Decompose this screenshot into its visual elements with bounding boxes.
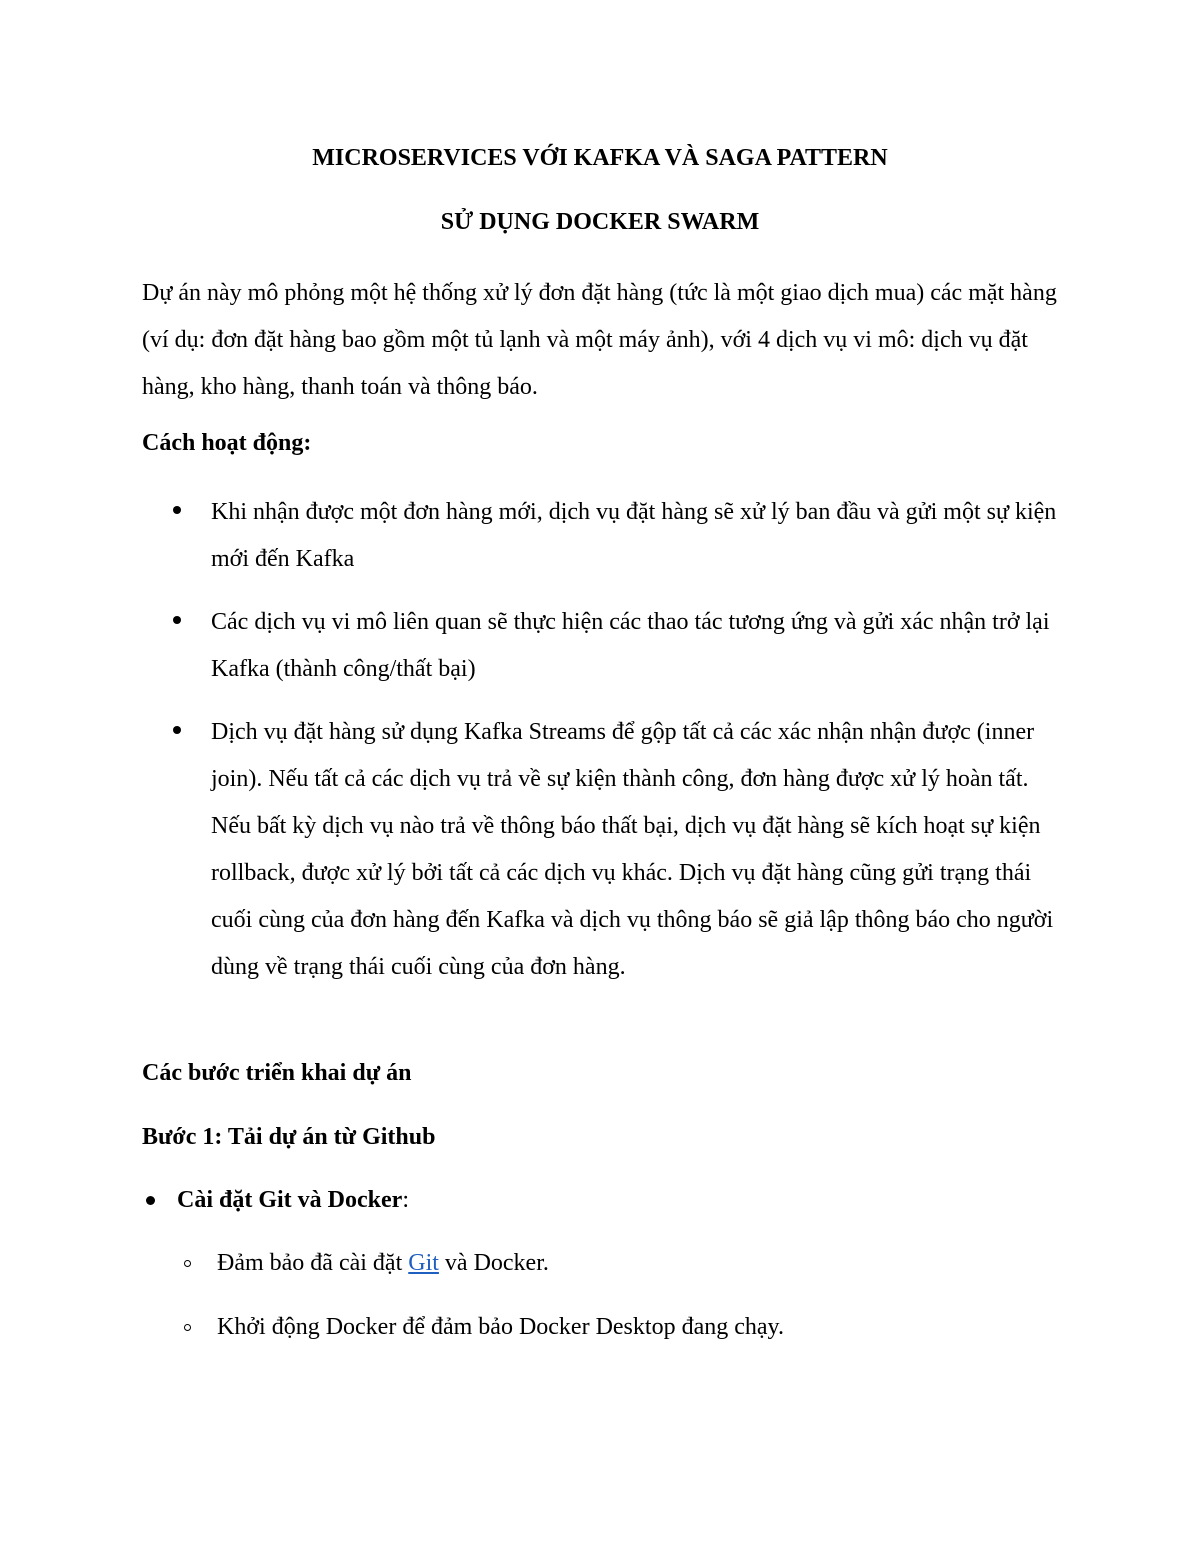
- list-item-text: Khi nhận được một đơn hàng mới, dịch vụ đặt hàng sẽ xử lý ban đầu và gửi một sự kiện mới đến Kafka: [211, 499, 1057, 572]
- how-it-works-list: [0, 489, 1200, 1007]
- intro-paragraph: Dự án này mô phỏng một hệ thống xử lý đơn đặt hàng (tức là một giao dịch mua) các mặt hàng (ví dụ: đơn đặt hàng bao gồm một tủ lạnh và một máy ảnh), với 4 dịch vụ vi mô: dịch vụ đặt hàng, kho hàng, thanh toán và thông báo.: [142, 280, 1057, 400]
- hollow-bullet-icon: [184, 1324, 191, 1331]
- list-item-text: Dịch vụ đặt hàng sử dụng Kafka Streams để gộp tất cả các xác nhận nhận được (inner join). Nếu tất cả các dịch vụ trả về sự kiện thành công, đơn hàng được xử lý hoàn tất. Nếu bất kỳ dịch vụ nào trả về thông báo thất bại, dịch vụ đặt hàng sẽ kích hoạt sự kiện rollback, được xử lý bởi tất cả các dịch vụ khác. Dịch vụ đặt hàng cũng gửi trạng thái cuối cùng của đơn hàng đến Kafka và dịch vụ thông báo sẽ giả lập thông báo cho người dùng về trạng thái cuối cùng của đơn hàng.: [211, 719, 1054, 980]
- deployment-steps-heading: Các bước triển khai dự án: [142, 1060, 412, 1086]
- install-bullet-colon: :: [402, 1187, 409, 1213]
- document-subtitle: SỬ DỤNG DOCKER SWARM: [440, 209, 760, 235]
- list-item: [0, 599, 1071, 693]
- hollow-bullet-icon: [184, 1260, 191, 1267]
- bullet-icon: [146, 1196, 155, 1205]
- list-item-text: Các dịch vụ vi mô liên quan sẽ thực hiện các thao tác tương ứng và gửi xác nhận trở lại Kafka (thành công/thất bại): [211, 609, 1050, 682]
- sub-item-prefix: Đảm bảo đã cài đặt: [217, 1250, 409, 1276]
- sub-item-text: Khởi động Docker để đảm bảo Docker Desktop đang chạy.: [217, 1314, 784, 1340]
- bullet-icon: [173, 506, 181, 514]
- list-item: [0, 489, 1071, 583]
- sub-item-suffix: và Docker.: [438, 1250, 549, 1276]
- install-bullet-label: Cài đặt Git và Docker: [177, 1187, 403, 1213]
- document-title: MICROSERVICES VỚI KAFKA VÀ SAGA PATTERN: [312, 145, 888, 171]
- list-item: [0, 709, 1071, 991]
- bullet-icon: [173, 616, 181, 624]
- how-it-works-heading: Cách hoạt động:: [142, 430, 312, 456]
- step1-heading: Bước 1: Tải dự án từ Github: [142, 1124, 436, 1150]
- bullet-icon: [173, 726, 181, 734]
- git-link[interactable]: Git: [408, 1250, 439, 1276]
